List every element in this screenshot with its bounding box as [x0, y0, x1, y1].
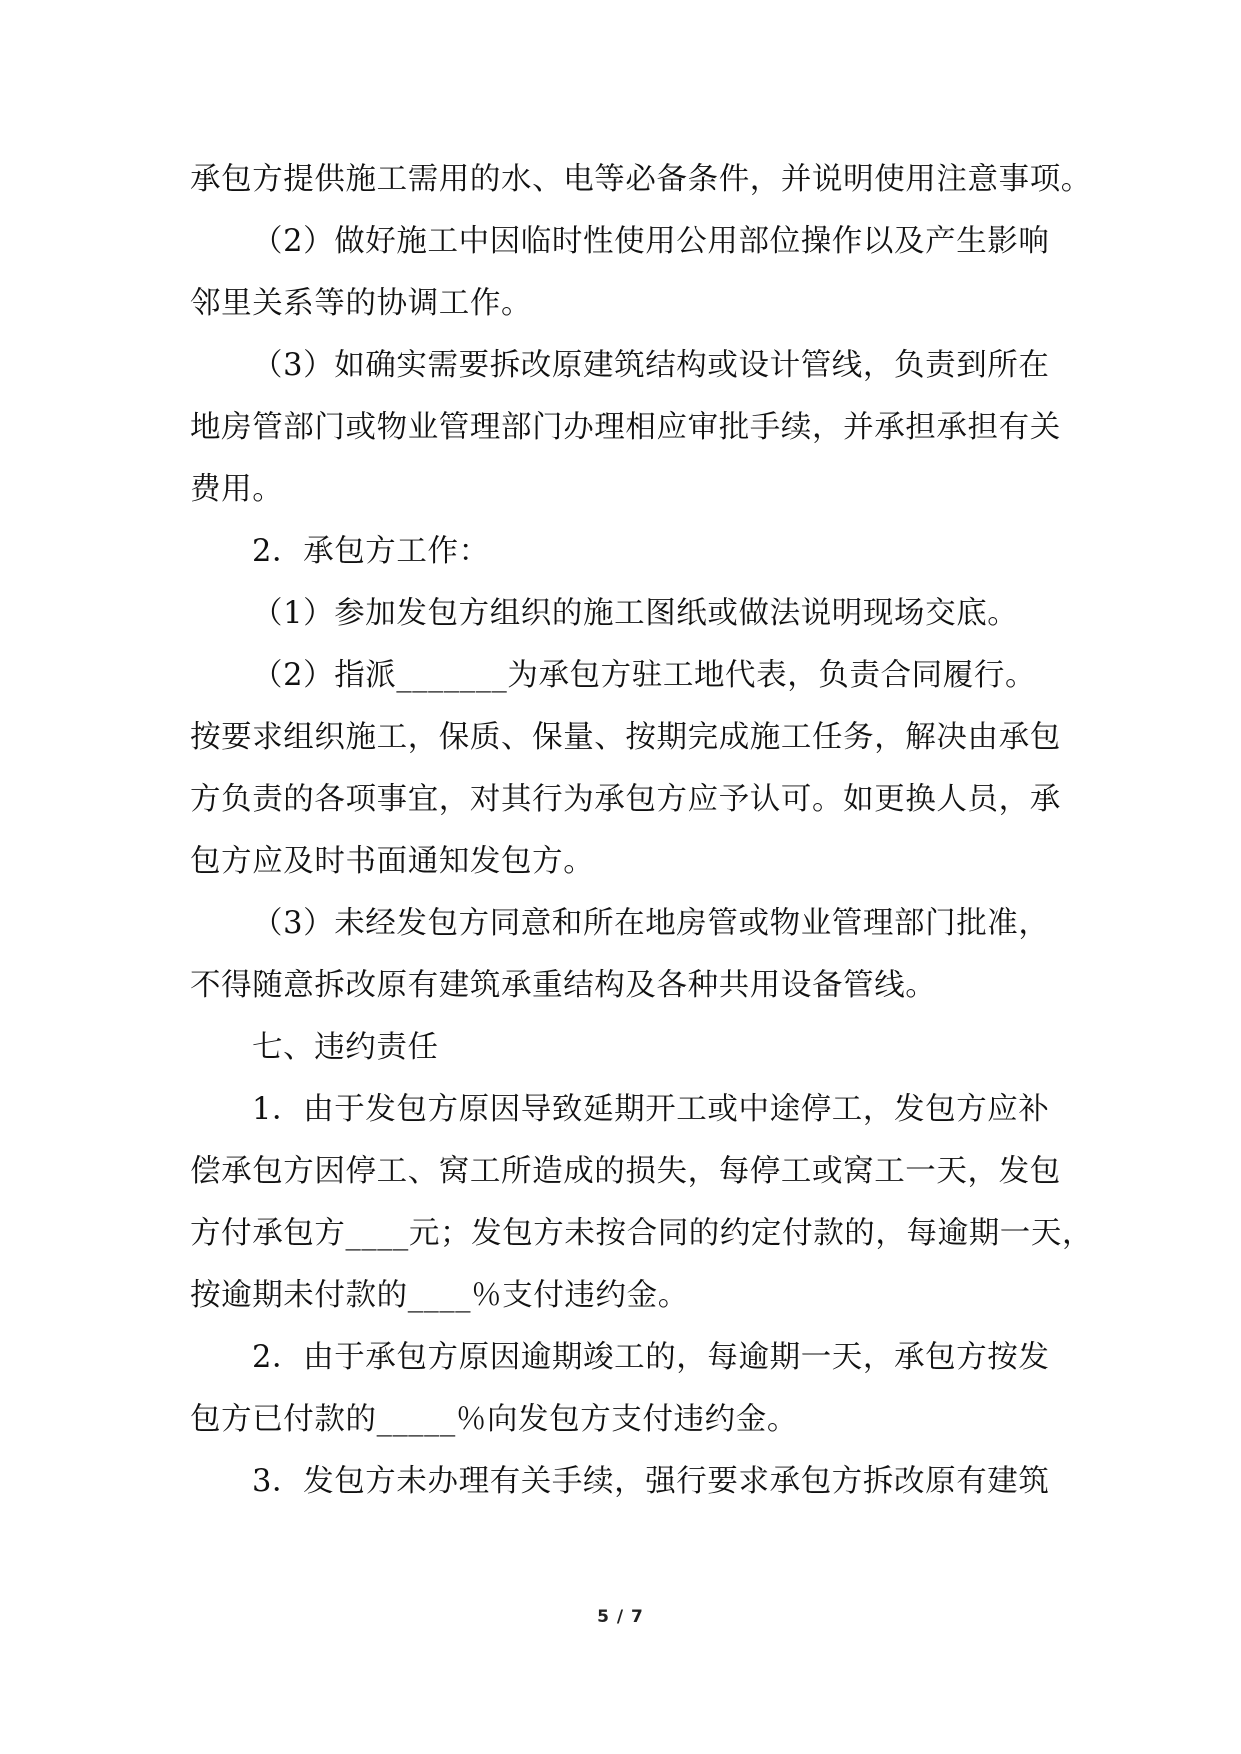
text-line: 按逾期未付款的____％支付违约金。 — [190, 1278, 689, 1313]
text-line: 包方应及时书面通知发包方。 — [190, 844, 595, 879]
section-heading: 2．承包方工作： — [252, 534, 490, 569]
text-line: 方负责的各项事宜，对其行为承包方应予认可。如更换人员，承 — [190, 782, 1061, 817]
text-line: 偿承包方因停工、窝工所造成的损失，每停工或窝工一天，发包 — [190, 1154, 1061, 1189]
text-line: 3．发包方未办理有关手续，强行要求承包方拆改原有建筑 — [252, 1464, 1050, 1499]
text-line: 不得随意拆改原有建筑承重结构及各种共用设备管线。 — [190, 968, 937, 1003]
page-number: 5 / 7 — [597, 1607, 644, 1627]
text-line: 2．由于承包方原因逾期竣工的，每逾期一天，承包方按发 — [252, 1340, 1050, 1375]
text-line: （1）参加发包方组织的施工图纸或做法说明现场交底。 — [252, 596, 1019, 631]
text-line: 承包方提供施工需用的水、电等必备条件，并说明使用注意事项。 — [190, 162, 1092, 197]
text-line: 地房管部门或物业管理部门办理相应审批手续，并承担承担有关 — [190, 410, 1061, 445]
text-line: （2）做好施工中因临时性使用公用部位操作以及产生影响 — [252, 224, 1050, 259]
section-heading: 七、违约责任 — [252, 1030, 439, 1065]
text-line: 按要求组织施工，保质、保量、按期完成施工任务，解决由承包 — [190, 720, 1061, 755]
text-line: 邻里关系等的协调工作。 — [190, 286, 533, 321]
text-line: （2）指派_______为承包方驻工地代表，负责合同履行。 — [252, 658, 1037, 693]
text-line: （3）如确实需要拆改原建筑结构或设计管线，负责到所在 — [252, 348, 1050, 383]
text-line: 方付承包方____元；发包方未按合同的约定付款的，每逾期一天， — [190, 1216, 1094, 1251]
text-line: （3）未经发包方同意和所在地房管或物业管理部门批准， — [252, 906, 1050, 941]
text-line: 1．由于发包方原因导致延期开工或中途停工，发包方应补 — [252, 1092, 1050, 1127]
text-line: 费用。 — [190, 472, 284, 507]
text-line: 包方已付款的_____％向发包方支付违约金。 — [190, 1402, 798, 1437]
